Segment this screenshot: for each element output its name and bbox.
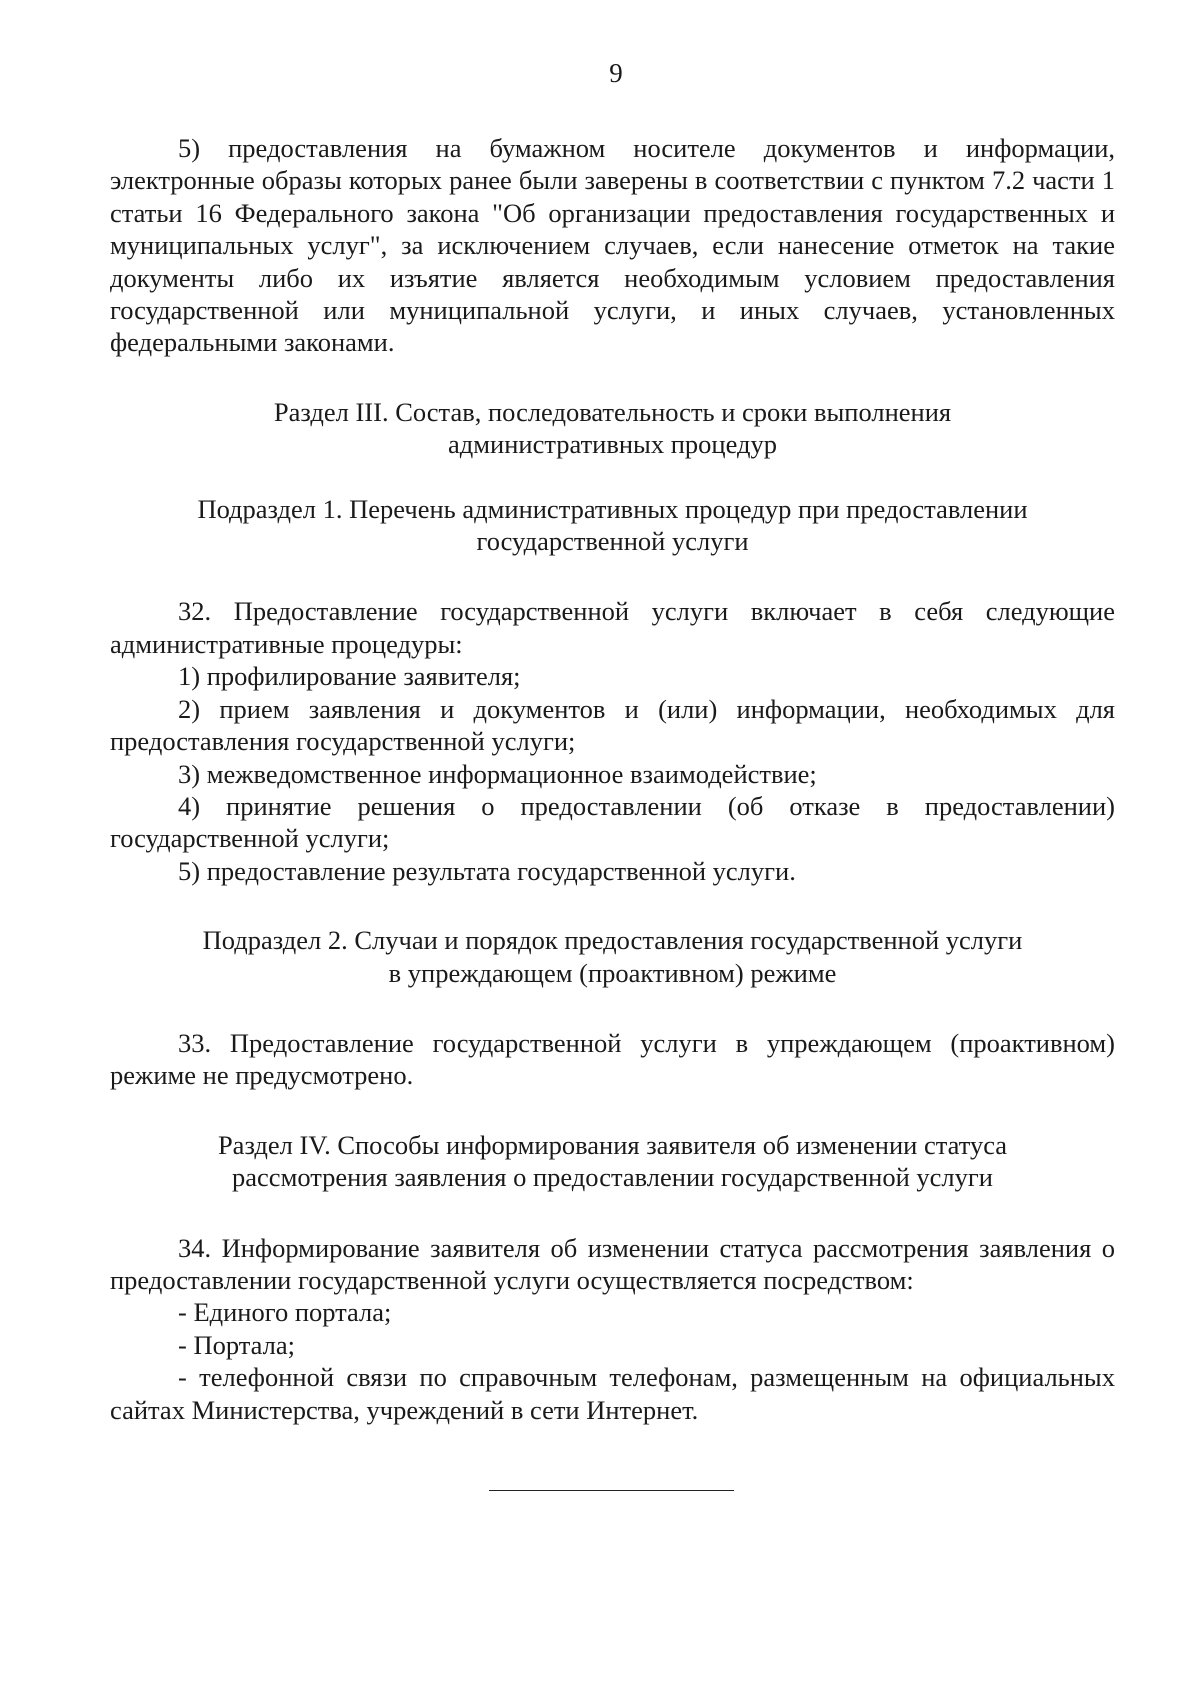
paragraph-34-intro: 34. Информирование заявителя об изменении статуса рассмотрения заявления о предоставлении государственной услуги осуществляется посредством: bbox=[110, 1232, 1115, 1295]
paragraph-33: 33. Предоставление государственной услуги в упреждающем (проактивном) режиме не предусмотрено. bbox=[110, 1027, 1115, 1091]
subsection-2-heading-line-1: Подраздел 2. Случаи и порядок предоставления государственной услуги bbox=[202, 925, 1023, 956]
section-4-heading-line-2: рассмотрения заявления о предоставлении государственной услуги bbox=[232, 1162, 993, 1193]
subsection-1-heading bbox=[110, 493, 1115, 558]
section-4-heading bbox=[110, 1129, 1115, 1194]
list-item: - Единого портала; bbox=[178, 1297, 392, 1328]
subsection-1-heading-line-2: государственной услуги bbox=[476, 526, 749, 557]
subsection-1-heading-line-1: Подраздел 1. Перечень административных процедур при предоставлении bbox=[197, 493, 1028, 524]
section-3-heading-line-2: административных процедур bbox=[448, 429, 777, 460]
subsection-2-heading bbox=[110, 924, 1115, 989]
section-4-heading-line-1: Раздел IV. Способы информирования заявителя об изменении статуса bbox=[217, 1129, 1008, 1160]
list-item: - телефонной связи по справочным телефонам, размещенным на официальных сайтах Министерства, учреждений в сети Интернет. bbox=[110, 1362, 1115, 1425]
list-item: 4) принятие решения о предоставлении (об отказе в предоставлении) государственной услуги; bbox=[110, 790, 1115, 854]
section-3-heading bbox=[110, 396, 1115, 461]
list-item: 2) прием заявления и документов и (или) информации, необходимых для предоставления государственной услуги; bbox=[110, 693, 1115, 757]
page-number: 9 bbox=[609, 58, 623, 88]
document-body bbox=[110, 132, 1115, 1426]
list-item: 1) профилирование заявителя; bbox=[178, 661, 521, 692]
item-5-paragraph: 5) предоставления на бумажном носителе документов и информации, электронные образы которых ранее были заверены в соответствии с пунктом 7.2 части 1 статьи 16 Федерального закона "Об организации предоставления государственных и муниципальных услуг", за исключением случаев, если нанесение отметок на такие документы либо их изъятие является необходимым условием предоставления государственной или муниципальной услуги, и иных случаев, установленных федеральными законами. bbox=[110, 133, 1115, 358]
subsection-2-heading-line-2: в упреждающем (проактивном) режиме bbox=[388, 957, 837, 988]
paragraph-32-intro: 32. Предоставление государственной услуги включает в себя следующие административные процедуры: bbox=[110, 596, 1115, 659]
list-item: 3) межведомственное информационное взаимодействие; bbox=[178, 758, 817, 789]
section-3-heading-line-1: Раздел III. Состав, последовательность и сроки выполнения bbox=[273, 396, 952, 427]
list-item: 5) предоставление результата государственной услуги. bbox=[178, 855, 796, 886]
closing-divider-line bbox=[489, 1490, 734, 1491]
list-item: - Портала; bbox=[178, 1329, 295, 1360]
